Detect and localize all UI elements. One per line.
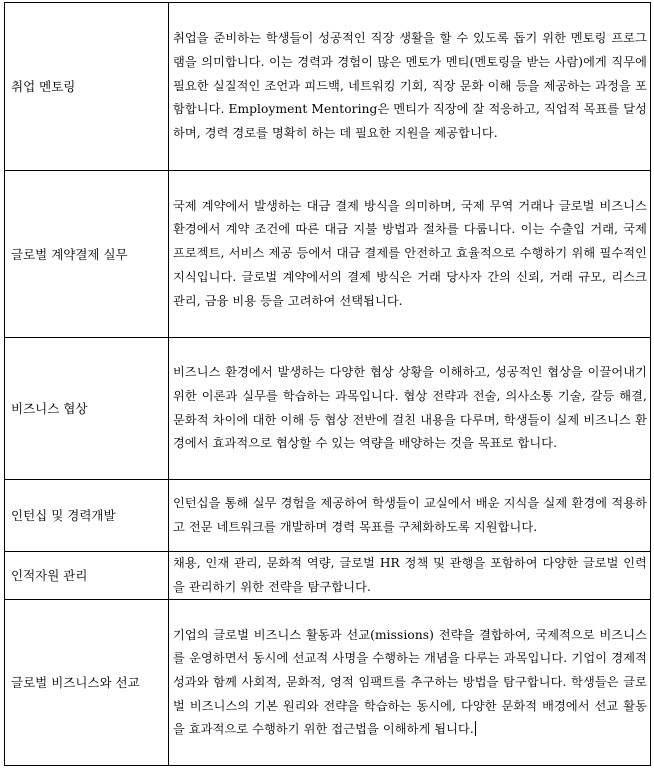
table-row <box>5 600 651 766</box>
course-description: 인턴십을 통해 실무 경험을 제공하여 학생들이 교실에서 배운 지식을 실제 환경에 적용하고 전문 네트워크를 개발하며 경력 목표를 구체화하도록 지원합니다. <box>169 480 651 552</box>
course-term: 글로벌 비즈니스와 선교 <box>5 600 169 766</box>
table-row <box>5 552 651 600</box>
text-cursor <box>475 721 476 736</box>
course-description: 채용, 인재 관리, 문화적 역량, 글로벌 HR 정책 및 관행을 포함하여 다양한 글로벌 인력을 관리하기 위한 전략을 탐구합니다. <box>169 552 651 600</box>
table-row <box>5 171 651 338</box>
course-description-editable[interactable] <box>169 600 651 766</box>
course-description-table <box>4 2 651 766</box>
course-description: 취업을 준비하는 학생들이 성공적인 직장 생활을 할 수 있도록 돕기 위한 멘토링 프로그램을 의미합니다. 이는 경력과 경험이 많은 멘토가 멘티(멘토링을 받는 사람)에게 직무에 필요한 실질적인 조언과 피드백, 네트워킹 기회, 직장 문화 이해 등을 제공하는 과정을 포함합니다. Employment Mentoring은 멘티가 직장에 잘 적응하고, 직업적 목표를 달성하며, 경력 경로를 명확히 하는 데 필요한 지원을 제공합니다. <box>169 3 651 171</box>
table-row <box>5 338 651 480</box>
course-description: 비즈니스 환경에서 발생하는 다양한 협상 상황을 이해하고, 성공적인 협상을 이끌어내기 위한 이론과 실무를 학습하는 과목입니다. 협상 전략과 전술, 의사소통 기술, 갈등 해결, 문화적 차이에 대한 이해 등 협상 전반에 걸친 내용을 다루며, 학생들이 실제 비즈니스 환경에서 효과적으로 협상할 수 있는 역량을 배양하는 것을 목표로 합니다. <box>169 338 651 480</box>
course-description-text: 기업의 글로벌 비즈니스 활동과 선교(missions) 전략을 결합하여, 국제적으로 비즈니스를 운영하면서 동시에 선교적 사명을 수행하는 개념을 다루는 과목입니다. 기업이 경제적 성과와 함께 사회적, 문화적, 영적 임팩트를 추구하는 방법을 탐구합니다. 학생들은 글로벌 비즈니스의 기본 원리와 전략을 학습하는 동시에, 다양한 문화적 배경에서 선교 활동을 효과적으로 수행하기 위한 접근법을 이해하게 됩니다. <box>173 627 647 737</box>
table-row <box>5 3 651 171</box>
table-row <box>5 480 651 552</box>
course-term: 인적자원 관리 <box>5 552 169 600</box>
course-term: 비즈니스 협상 <box>5 338 169 480</box>
course-term: 글로벌 계약결제 실무 <box>5 171 169 338</box>
course-term: 인턴십 및 경력개발 <box>5 480 169 552</box>
course-description: 국제 계약에서 발생하는 대금 결제 방식을 의미하며, 국제 무역 거래나 글로벌 비즈니스 환경에서 계약 조건에 따른 대금 지불 방법과 절차를 다룹니다. 이는 수출입 거래, 국제 프로젝트, 서비스 제공 등에서 대금 결제를 안전하고 효율적으로 수행하기 위해 필수적인 지식입니다. 글로벌 계약에서의 결제 방식은 거래 당사자 간의 신뢰, 거래 규모, 리스크 관리, 금융 비용 등을 고려하여 선택됩니다. <box>169 171 651 338</box>
course-term: 취업 멘토링 <box>5 3 169 171</box>
